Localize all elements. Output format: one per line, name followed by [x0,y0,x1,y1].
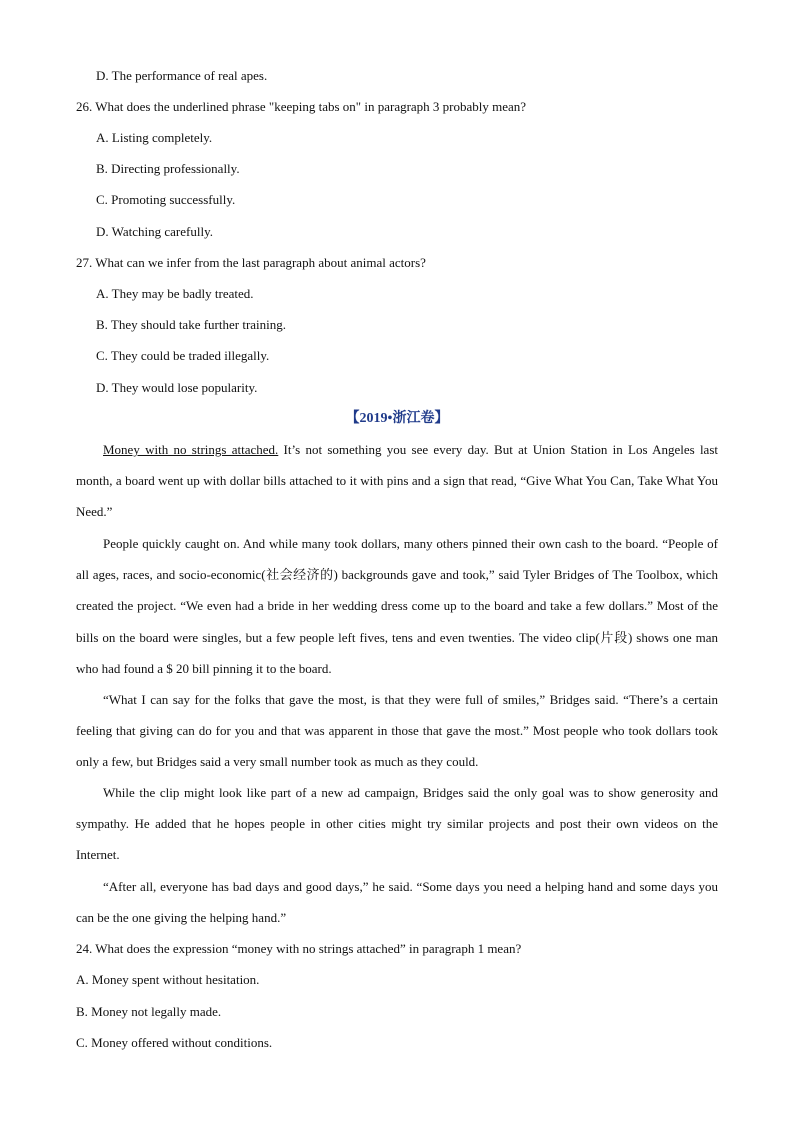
q27-option-d: D. They would lose popularity. [96,380,258,395]
q24-question: 24. What does the expression “money with no strings attached” in paragraph 1 mean? [76,941,522,956]
q24-option-c: C. Money offered without conditions. [76,1035,273,1050]
q24-option-b: B. Money not legally made. [76,1004,222,1019]
passage-paragraph-5: “After all, everyone has bad days and good days,” he said. “Some days you need a helping hand and some days you can be the one giving the helping hand.” [76,879,718,926]
q26-option-d: D. Watching carefully. [96,224,213,239]
q26-option-a: A. Listing completely. [96,130,213,145]
passage-paragraph-2: People quickly caught on. And while many took dollars, many others pinned their own cash to the board. “People of all ages, races, and socio-economic(社会经济的) backgrounds gave and took,” said Tyler Bridges of The Toolbox, which created the project. “We even had a bride in her wedding dress come up to the board and take a few dollars.” Most of the bills on the board were singles, but a few people left fives, tens and even twenties. The video clip(片段) shows one man who had found a $ 20 bill pinning it to the board. [76,536,718,676]
section-heading: 【2019•浙江卷】 [345,411,449,426]
passage-paragraph-3: “What I can say for the folks that gave the most, is that they were full of smiles,” Bridges said. “There’s a certain feeling that giving can do for you and that was apparent in those that gave the most.” Most people who took dollars took only a few, but Bridges said a very small number took as much as they could. [76,692,718,770]
passage-paragraph-1 [76,434,718,528]
underlined-phrase: Money with no strings attached. [103,442,279,457]
q27-question: 27. What can we infer from the last paragraph about animal actors? [76,255,426,270]
passage-paragraph-4: While the clip might look like part of a new ad campaign, Bridges said the only goal was to show generosity and sympathy. He added that he hopes people in other cities might try similar projects and post their own videos on the Internet. [76,785,718,863]
q27-option-c: C. They could be traded illegally. [96,348,270,363]
q25-option-d: D. The performance of real apes. [96,68,268,83]
q27-option-b: B. They should take further training. [96,317,287,332]
q26-option-c: C. Promoting successfully. [96,192,236,207]
q26-option-b: B. Directing professionally. [96,161,240,176]
q26-question: 26. What does the underlined phrase "keeping tabs on" in paragraph 3 probably mean? [76,99,527,114]
paragraph-1-text: It’s not something you see every day. But at Union Station in Los Angeles last month, a board went up with dollar bills attached to it with pins and a sign that read, “Give What You Can, Take What You Need.” [76,442,718,520]
q24-option-a: A. Money spent without hesitation. [76,972,260,987]
q27-option-a: A. They may be badly treated. [96,286,254,301]
